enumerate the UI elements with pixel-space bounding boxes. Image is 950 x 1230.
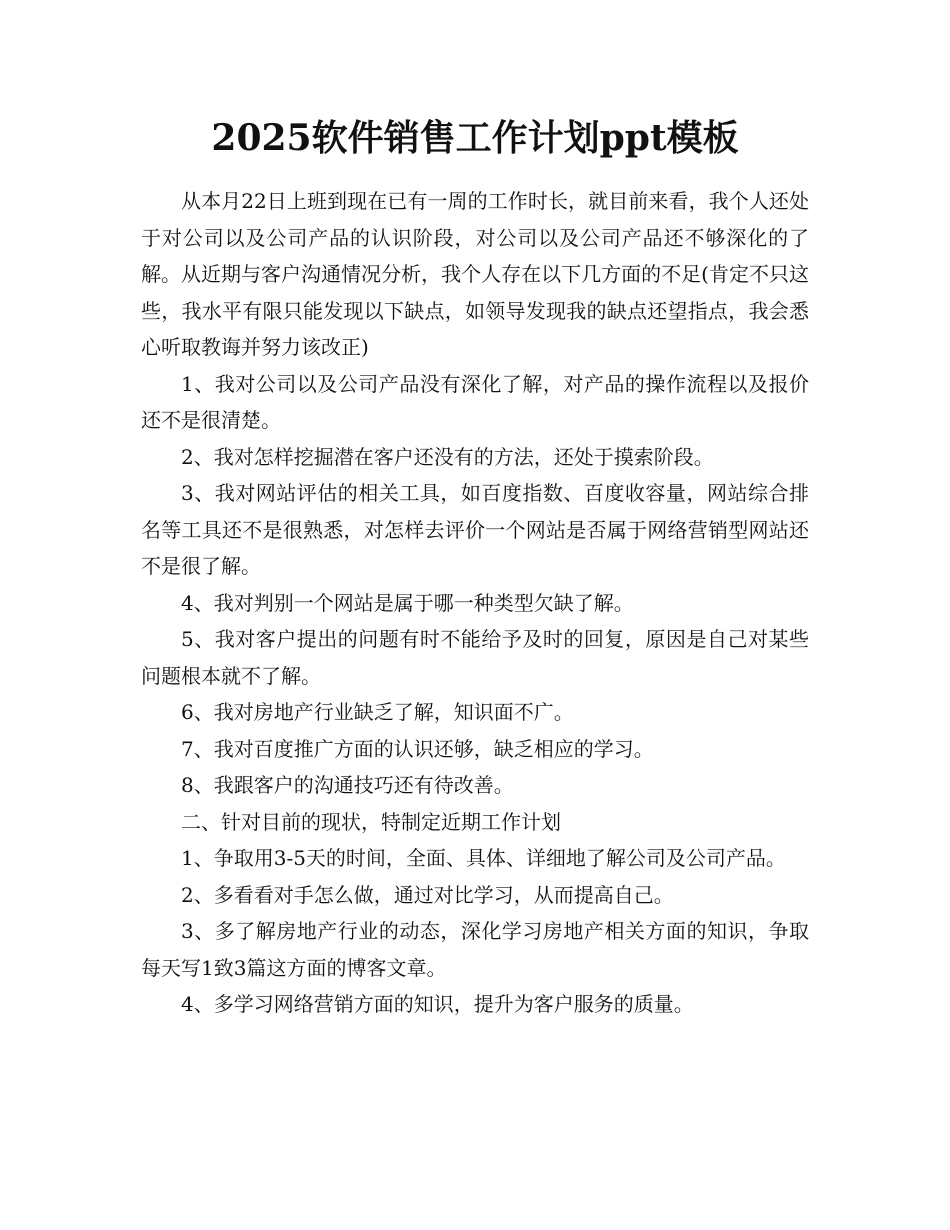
paragraph-plan-4: 4、多学习网络营销方面的知识，提升为客户服务的质量。 <box>181 992 694 1016</box>
paragraph-issue-6: 6、我对房地产行业缺乏了解，知识面不广。 <box>181 700 574 724</box>
paragraph-issue-4: 4、我对判别一个网站是属于哪一种类型欠缺了解。 <box>181 590 634 615</box>
paragraph-issue-7: 7、我对百度推广方面的认识还够，缺乏相应的学习。 <box>181 736 654 761</box>
paragraph-issue-2: 2、我对怎样挖掘潜在客户还没有的方法，还处于摸索阶段。 <box>181 444 714 469</box>
paragraph-issue-1: 1、我对公司以及公司产品没有深化了解，对产品的操作流程以及报价还不是很清楚。 <box>141 371 809 432</box>
paragraph-plan-3: 3、多了解房地产行业的动态，深化学习房地产相关方面的知识，争取每天写1致3篇这方面的博客文章。 <box>141 919 809 980</box>
paragraph-plan-2: 2、多看看对手怎么做，通过对比学习，从而提高自己。 <box>181 882 674 907</box>
paragraph-issue-8: 8、我跟客户的沟通技巧还有待改善。 <box>181 773 514 797</box>
section-heading-plan: 二、针对目前的现状，特制定近期工作计划 <box>181 809 561 834</box>
paragraph-plan-1: 1、争取用3-5天的时间，全面、具体、详细地了解公司及公司产品。 <box>181 846 786 870</box>
document-title: 2025软件销售工作计划ppt模板 <box>211 117 739 159</box>
document-body <box>141 183 809 1023</box>
paragraph-issue-3: 3、我对网站评估的相关工具，如百度指数、百度收容量，网站综合排名等工具还不是很熟悉，对怎样去评价一个网站是否属于网络营销型网站还不是很了解。 <box>141 481 809 578</box>
paragraph-issue-5: 5、我对客户提出的问题有时不能给予及时的回复，原因是自己对某些问题根本就不了解。 <box>141 627 809 688</box>
paragraph-intro: 从本月22日上班到现在已有一周的工作时长，就目前来看，我个人还处于对公司以及公司产品的认识阶段，对公司以及公司产品还不够深化的了解。从近期与客户沟通情况分析，我个人存在以下几方面的不足(肯定不只这些，我水平有限只能发现以下缺点，如领导发现我的缺点还望指点，我会悉心听取教诲并努力该改正) <box>141 189 809 359</box>
